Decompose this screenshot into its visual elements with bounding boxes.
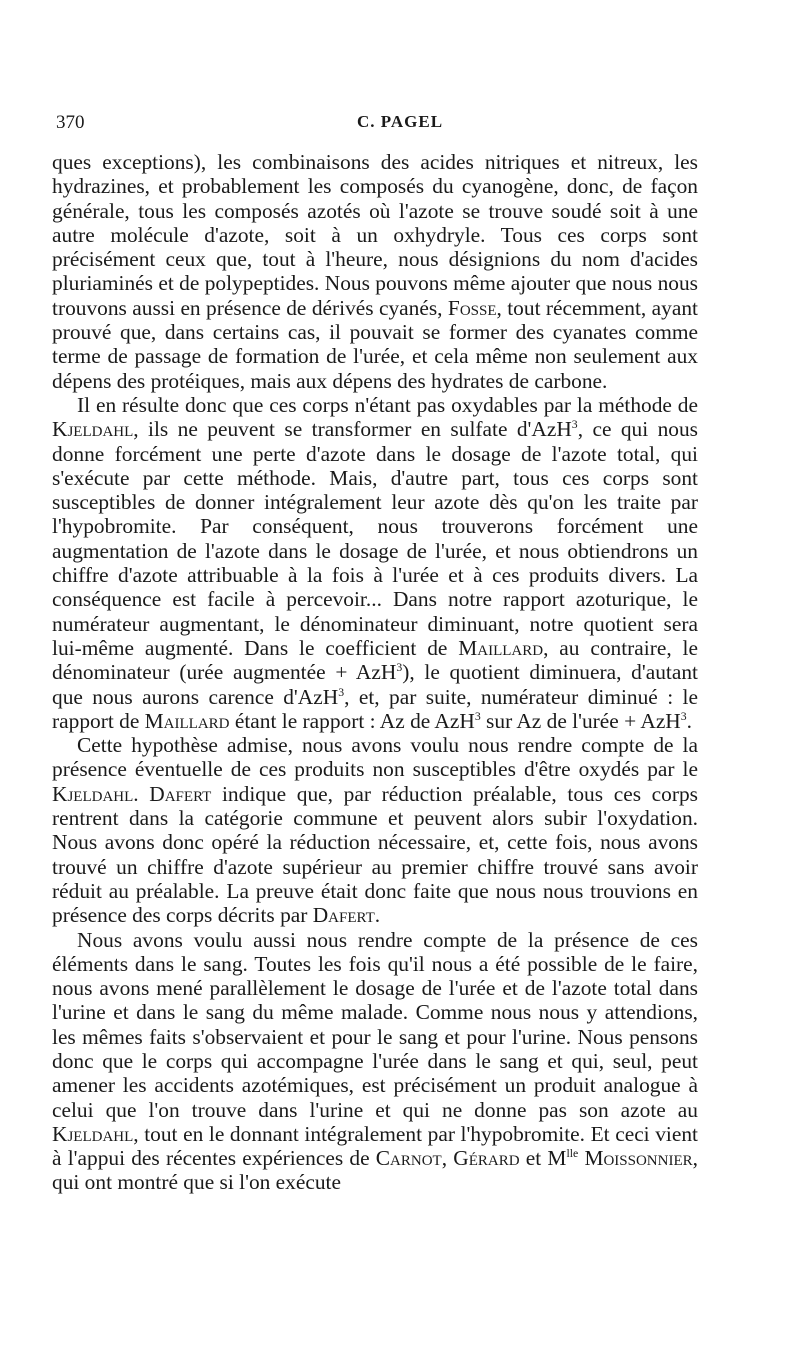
author-name: Gérard xyxy=(453,1146,520,1171)
text-run: , et, par suite, numérateur diminué : le rapport de xyxy=(52,684,698,733)
running-head: C. PAGEL xyxy=(356,112,444,131)
author-name: Dafert xyxy=(149,781,212,806)
text-run: , ce qui nous donne forcément une perte d'azote dans le dosage de l'azote total, qui s'exécute par cette méthode. Mais, d'autre part, tous ces corps sont susceptibles de donner intégralement leur azote dès qu'on les traite par l'hypobromite. Par conséquent, nous trouverons forcément une augmentation de l'azote dans le dosage de l'urée, et nous obtiendrons un chiffre d'azote attribuable à la fois à l'urée et à ces produits divers. La conséquence est facile à percevoir... Dans notre rapport azoturique, le numérateur augmentant, le dénominateur diminuant, notre quotient sera lui-même augmenté. Dans le coefficient de xyxy=(52,417,699,660)
superscript: 3 xyxy=(338,685,345,699)
paragraph xyxy=(52,928,698,1195)
text-run: Il en résulte donc que ces corps n'étant pas oxydables par la méthode de xyxy=(77,392,698,417)
text-run: . xyxy=(686,708,693,733)
text-run: indique que, par réduction préalable, tous ces corps rentrent dans la catégorie commune et peuvent alors subir l'oxydation. Nous avons donc opéré la réduction nécessaire, et, cette fois, nous avons trouvé un chiffre d'azote supérieur au premier chiffre trouvé sans avoir réduit au préalable. La preuve était donc faite que nous nous trouvions en présence des corps décrits par xyxy=(52,781,698,928)
author-name: Carnot xyxy=(375,1146,442,1171)
body-text xyxy=(52,150,698,1195)
text-run: , xyxy=(441,1146,454,1171)
superscript: 3 xyxy=(571,418,578,432)
author-name: Maillard xyxy=(144,708,230,733)
text-run: ), le quotient diminuera, d'autant que nous aurons carence d'AzH xyxy=(52,660,698,709)
text-run: sur Az de l'urée + AzH xyxy=(480,708,681,733)
text-run: , qui ont montré que si l'on exécute xyxy=(52,1146,698,1195)
author-name: Moissonnier xyxy=(584,1146,693,1171)
text-run: , tout récemment, ayant prouvé que, dans certains cas, il pouvait se former des cyanates comme terme de passage de formation de l'urée, et cela même non seulement aux dépens des protéiques, mais aux dépens des hydrates de carbone. xyxy=(52,295,698,393)
author-name: Fosse xyxy=(447,295,497,320)
text-run: étant le rapport : Az de AzH xyxy=(229,708,475,733)
paragraph xyxy=(52,150,698,393)
author-name: Dafert xyxy=(312,903,375,928)
text-run: Nous avons voulu aussi nous rendre compte de la présence de ces éléments dans le sang. Toutes les fois qu'il nous a été possible de le faire, nous avons mené parallèlement le dosage de l'urée et de l'azote total dans l'urine et dans le sang du même malade. Comme nous nous y attendions, les mêmes faits s'observaient et pour le sang et pour l'urine. Nous pensons donc que le corps qui accompagne l'urée dans le sang et qui, seul, peut amener les accidents azotémiques, est précisément un produit analogue à celui que l'on trouve dans l'urine et qui ne donne pas son azote au xyxy=(52,927,698,1122)
superscript: 3 xyxy=(680,709,687,723)
author-name: Kjeldahl xyxy=(52,1121,134,1146)
author-name: Maillard xyxy=(458,635,544,660)
text-run: et M xyxy=(519,1146,567,1171)
text-run: ques exceptions), les combinaisons des acides nitriques et nitreux, les hydrazines, et probablement les composés du cyanogène, donc, de façon générale, tous les composés azotés où l'azote se trouve soudé soit à une autre molécule d'azote, soit à un oxhydryle. Tous ces corps sont précisément ceux que, tout à l'heure, nous désignions du nom d'acides pluriaminés et de polypeptides. Nous pouvons même ajouter que nous nous trouvons aussi en présence de dérivés cyanés, xyxy=(52,150,698,320)
page-number: 370 xyxy=(56,112,85,133)
superscript: 3 xyxy=(474,709,481,723)
paragraph xyxy=(52,733,698,927)
paragraph xyxy=(52,393,698,733)
author-name: Kjeldahl xyxy=(52,417,134,442)
text-run: , au contraire, le dénominateur (urée augmentée + AzH xyxy=(52,635,698,685)
text-run: , ils ne peuvent se transformer en sulfate d'AzH xyxy=(133,417,572,442)
superscript: lle xyxy=(566,1147,579,1161)
text-run: . xyxy=(374,903,381,928)
author-name: Kjeldahl xyxy=(52,781,134,806)
superscript: 3 xyxy=(396,661,403,675)
page-header xyxy=(56,112,744,134)
text-run: , tout en le donnant intégralement par l'hypobromite. Et ceci vient à l'appui des récentes expériences de xyxy=(52,1121,698,1171)
text-run: . xyxy=(133,781,150,806)
text-run: Cette hypothèse admise, nous avons voulu nous rendre compte de la présence éventuelle de ces produits non susceptibles d'être oxydés par le xyxy=(52,733,698,782)
